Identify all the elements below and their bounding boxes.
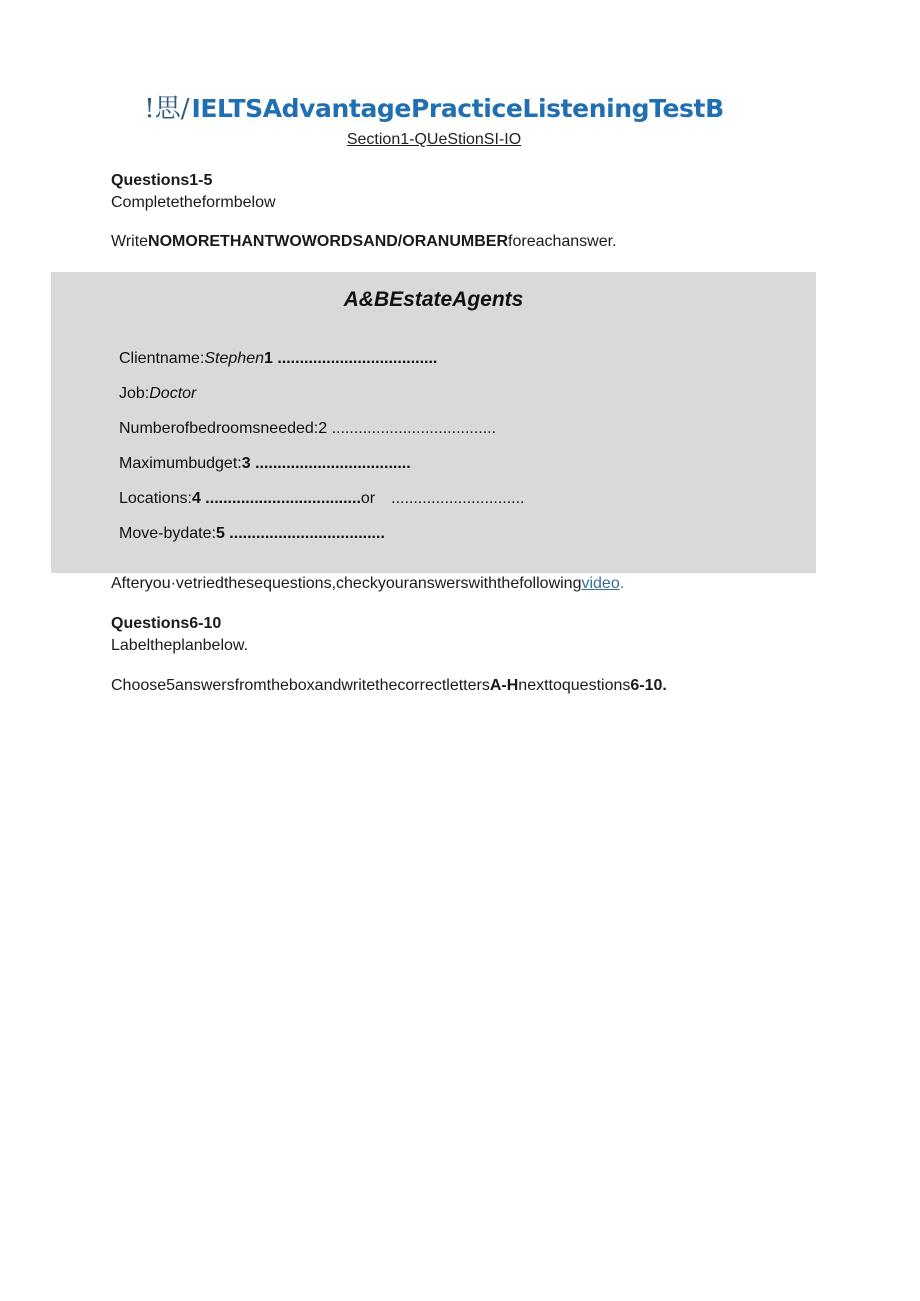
form-row-locations [119,489,524,509]
choose-prefix: Choose5answersfromtheboxandwritethecorrectletters [111,677,490,694]
questions-1-5-instruction: Completetheformbelow [111,194,276,211]
choose-question-range: 6-10. [630,677,667,694]
title-text: IELTSAdvantagePracticeListeningTestB [191,94,724,123]
locations-label: Locations: [119,490,192,507]
question-4-number: 4 [191,490,201,507]
question-3-blank[interactable]: ................................... [255,455,411,472]
check-answers-text [111,574,624,594]
form-row-move-by-date [119,524,385,544]
check-answers-sentence: Afteryou·vetriedthesequestions,checkyouranswerswiththefollowing [111,575,582,592]
section-subtitle: Section1-QUeStionSI-IO [346,131,522,148]
question-1-number: 1 [263,350,273,367]
move-by-date-label: Move-bydate: [119,525,216,542]
word-limit-suffix: foreachanswer. [508,233,617,250]
questions-1-5-heading: Questions1-5 [111,172,213,189]
client-name-value: Stephen [204,350,264,367]
word-limit-prefix: Write [111,233,149,250]
estate-agent-form [51,272,816,573]
word-limit-instruction [111,232,617,252]
question-4-blank[interactable]: ................................... [205,490,361,507]
document-title [0,88,868,129]
question-3-number: 3 [241,455,251,472]
video-link[interactable]: video [581,575,620,592]
bedrooms-blank: ..................................... [331,420,497,437]
form-row-job [119,384,196,404]
choose-answers-instruction [111,676,667,696]
budget-label: Maximumbudget: [119,455,242,472]
job-value: Doctor [149,385,197,402]
choose-mid: nexttoquestions [518,677,631,694]
question-5-number: 5 [215,525,225,542]
choose-letters-range: A-H [489,677,519,694]
form-title: A&BEstateAgents [343,288,524,311]
questions-6-10-instruction: Labeltheplanbelow. [111,637,249,654]
question-5-blank[interactable]: ................................... [229,525,385,542]
question-4-second-blank[interactable]: .............................. [391,490,525,507]
form-row-bedrooms [119,419,496,439]
word-limit-bold: NOMORETHANTWOWORDSAND/ORANUMBER [148,233,509,250]
questions-6-10-heading: Questions6-10 [111,615,222,632]
bedrooms-label: Numberofbedroomsneeded:2 [119,420,328,437]
job-label: Job: [119,385,150,402]
title-logo-glyphs: !思/ [144,94,190,124]
check-answers-period: . [619,575,625,592]
form-row-client-name [119,349,437,369]
locations-or: or [360,490,376,507]
form-row-budget [119,454,411,474]
question-1-blank[interactable]: .................................... [277,350,438,367]
client-name-label: Clientname: [119,350,205,367]
